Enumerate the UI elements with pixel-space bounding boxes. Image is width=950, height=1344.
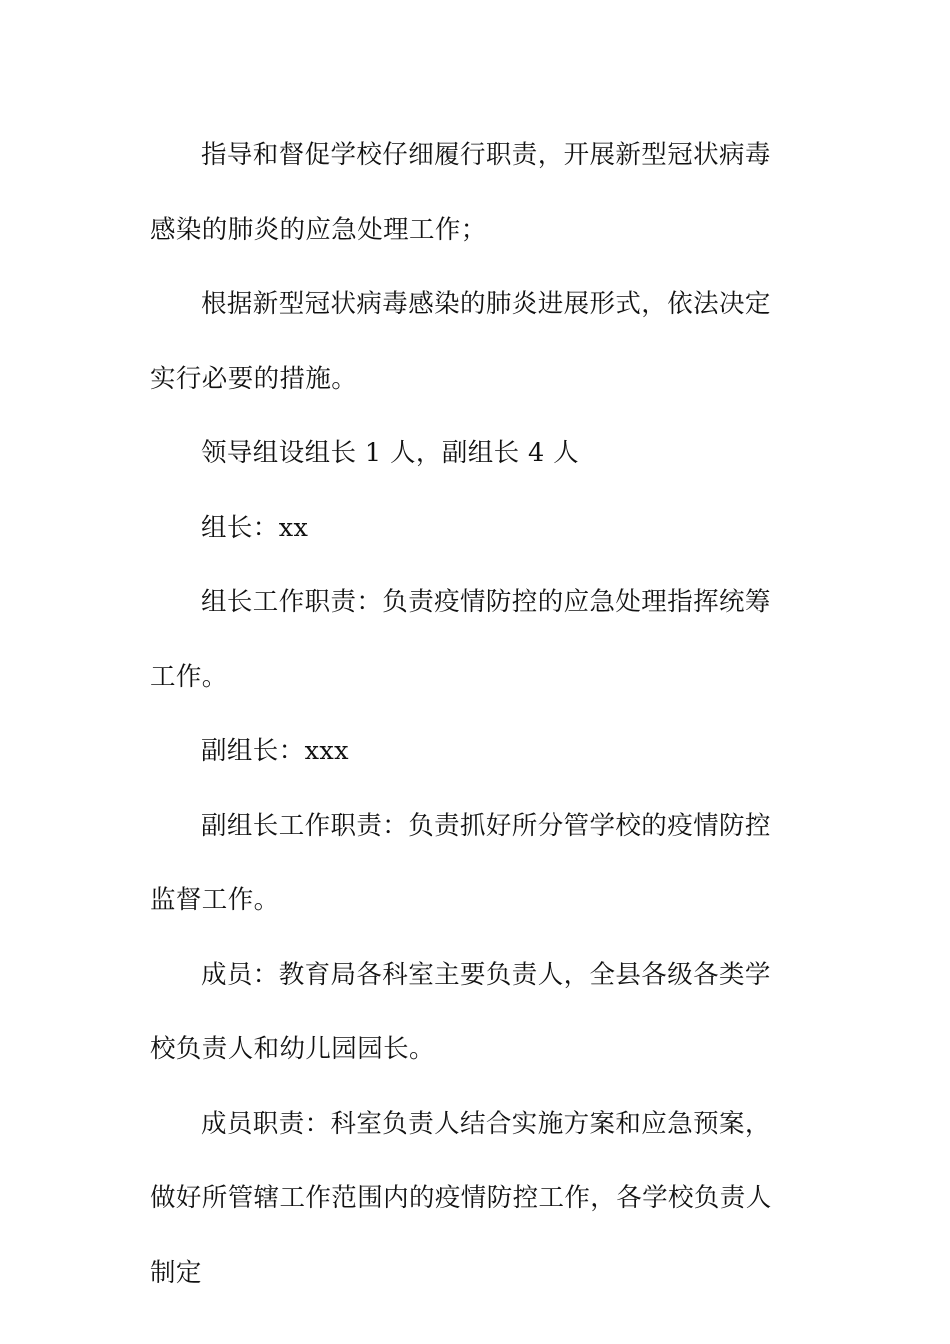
- paragraph-group-leader: 组长：xx: [201, 512, 309, 543]
- paragraph-duties-guidance: 指导和督促学校仔细履行职责，开展新型冠状病毒感染的肺炎的应急处理工作；: [150, 140, 771, 245]
- paragraph-deputy-leader: 副组长：xxx: [201, 736, 349, 766]
- document-body: [150, 118, 790, 1310]
- paragraph-deputy-duties: 副组长工作职责：负责抓好所分管学校的疫情防控监督工作。: [150, 810, 771, 915]
- paragraph-group-composition: 领导组设组长 1 人，副组长 4 人: [201, 438, 580, 468]
- paragraph-duties-measures: 根据新型冠状病毒感染的肺炎进展形式，依法决定实行必要的措施。: [150, 289, 771, 394]
- paragraph-leader-duties: 组长工作职责：负责疫情防控的应急处理指挥统筹工作。: [150, 587, 771, 692]
- paragraph-members: 成员：教育局各科室主要负责人，全县各级各类学校负责人和幼儿园园长。: [150, 959, 771, 1064]
- paragraph-member-duties: 成员职责：科室负责人结合实施方案和应急预案，做好所管辖工作范围内的疫情防控工作，各学校负责人制定: [150, 1108, 772, 1288]
